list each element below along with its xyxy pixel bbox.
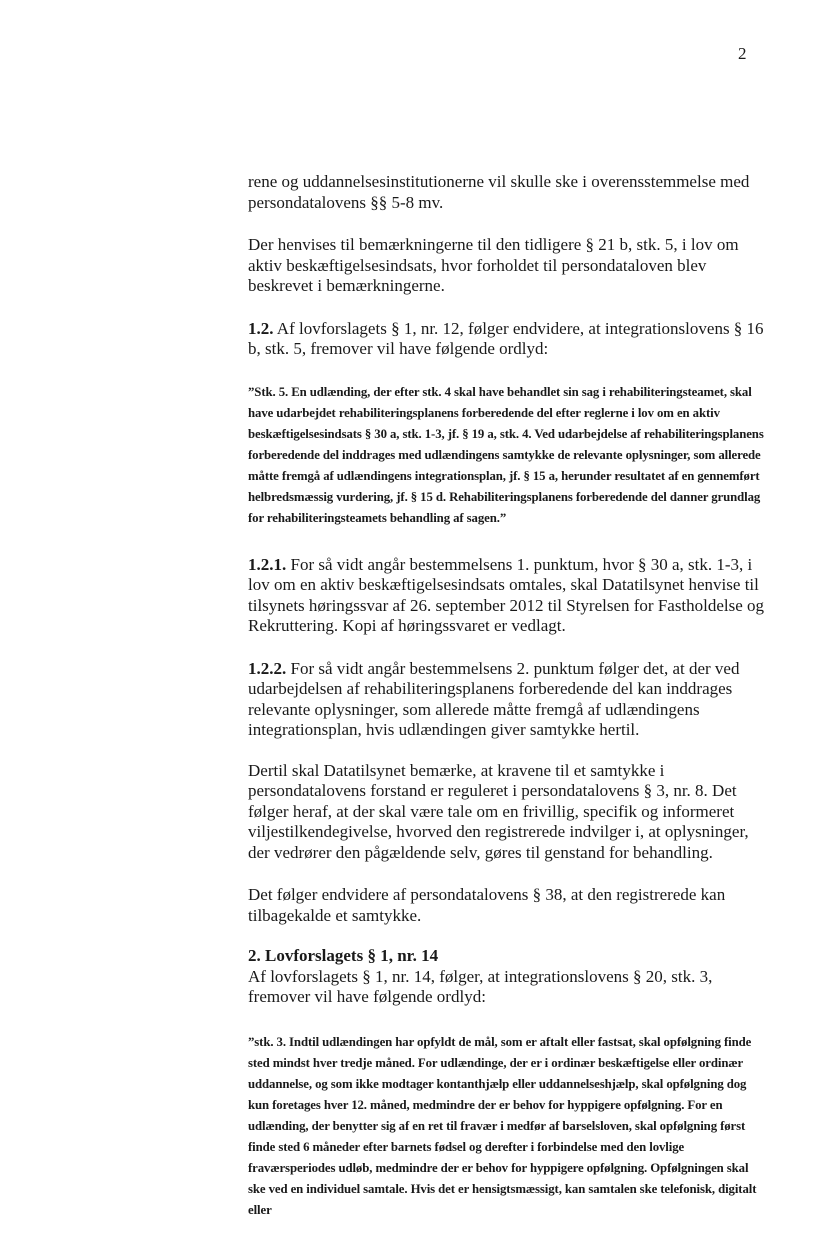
paragraph-bemaerkninger-reference: Der henvises til bemærkningerne til den tidligere § 21 b, stk. 5, i lov om aktiv beskæftigelsesindsats, hvor forholdet til persondataloven blev beskrevet i bemærkningerne.	[248, 235, 739, 295]
paragraph-persondataloven-reference: rene og uddannelsesinstitutionerne vil skulle ske i overensstemmelse med persondatalovens §§ 5-8 mv.	[248, 172, 750, 212]
paragraph-samtykke-requirements: Dertil skal Datatilsynet bemærke, at kravene til et samtykke i persondatalovens forstand er reguleret i persondatalovens § 3, nr. 8. Det følger heraf, at der skal være tale om en frivillig, specifik og informeret viljestilkendegivelse, hvorved den registrerede indvilger i, at oplysninger, der vedrører den pågældende selv, gøres til genstand for behandling.	[248, 760, 749, 862]
section-2-heading: 2. Lovforslagets § 1, nr. 14	[248, 946, 439, 965]
section-number-1-2: 1.2.	[248, 318, 274, 338]
section-number-1-2-2: 1.2.2.	[248, 658, 287, 678]
paragraph-tilbagekald-samtykke: Det følger endvidere af persondatalovens § 38, at den registrerede kan tilbagekalde et samtykke.	[248, 885, 726, 925]
section-number-1-2-1: 1.2.1.	[248, 554, 287, 574]
section-2-text: Af lovforslagets § 1, nr. 14, følger, at integrationslovens § 20, stk. 3, fremover vil have følgende ordlyd:	[248, 966, 713, 1006]
paragraph-section-1-2	[248, 319, 766, 360]
quoted-provision-stk-5: ”Stk. 5. En udlænding, der efter stk. 4 skal have behandlet sin sag i rehabiliteringsteamet, skal have udarbejdet rehabiliteringsplanens forberedende del efter reglerne i lov om en aktiv beskæftigelsesindsats § 30 a, stk. 1-3, jf. § 19 a, stk. 4. Ved udarbejdelse af rehabiliteringsplanens forberedende del inddrages med udlændingens samtykke de relevante oplysninger, som allerede måtte fremgå af udlændingens integrationsplan, jf. § 15 a, herunder resultatet af en gennemført helbredsmæssig vurdering, jf. § 15 d. Rehabiliteringsplanens forberedende del danner grundlag for rehabiliteringsteamets behandling af sagen.”	[248, 384, 764, 525]
section-1-2-2-text: For så vidt angår bestemmelsens 2. punktum følger det, at der ved udarbejdelsen af rehabiliteringsplanens forberedende del kan inddrages relevante oplysninger, som allerede måtte fremgå af udlændingens integrationsplan, hvis udlændingen giver samtykke hertil.	[248, 658, 740, 739]
section-1-2-1-text: For så vidt angår bestemmelsens 1. punktum, hvor § 30 a, stk. 1-3, i lov om en aktiv beskæftigelsesindsats omtales, skal Datatilsynet henvise til tilsynets høringssvar af 26. september 2012 til Styrelsen for Fastholdelse og Rekruttering. Kopi af høringssvaret er vedlagt.	[248, 554, 765, 635]
paragraph-section-1-2-2	[248, 659, 766, 741]
quoted-provision-stk-3: ”stk. 3. Indtil udlændingen har opfyldt de mål, som er aftalt eller fastsat, skal opfølgning finde sted mindst hver tredje måned. For udlændinge, der er i ordinær beskæftigelse eller ordinær uddannelse, og som ikke modtager kontanthjælp eller uddannelseshjælp, skal opfølgning dog kun foretages hver 12. måned, medmindre der er behov for hyppigere opfølgning. For en udlænding, der benytter sig af en ret til fravær i medfør af barselsloven, skal opfølgning først finde sted 6 måneder efter barnets fødsel og derefter i forbindelse med den lovlige fraværsperiodes udløb, medmindre der er behov for hyppigere opfølgning. Opfølgningen skal ske ved en individuel samtale. Hvis det er hensigtsmæssigt, kan samtalen ske telefonisk, digitalt eller	[248, 1034, 757, 1217]
paragraph-section-2	[248, 946, 766, 1008]
section-1-2-text: Af lovforslagets § 1, nr. 12, følger endvidere, at integrationslovens § 16 b, stk. 5, fremover vil have følgende ordlyd:	[248, 318, 764, 358]
page-number: 2	[738, 44, 747, 63]
paragraph-section-1-2-1	[248, 555, 766, 637]
letter-body	[248, 172, 766, 1249]
